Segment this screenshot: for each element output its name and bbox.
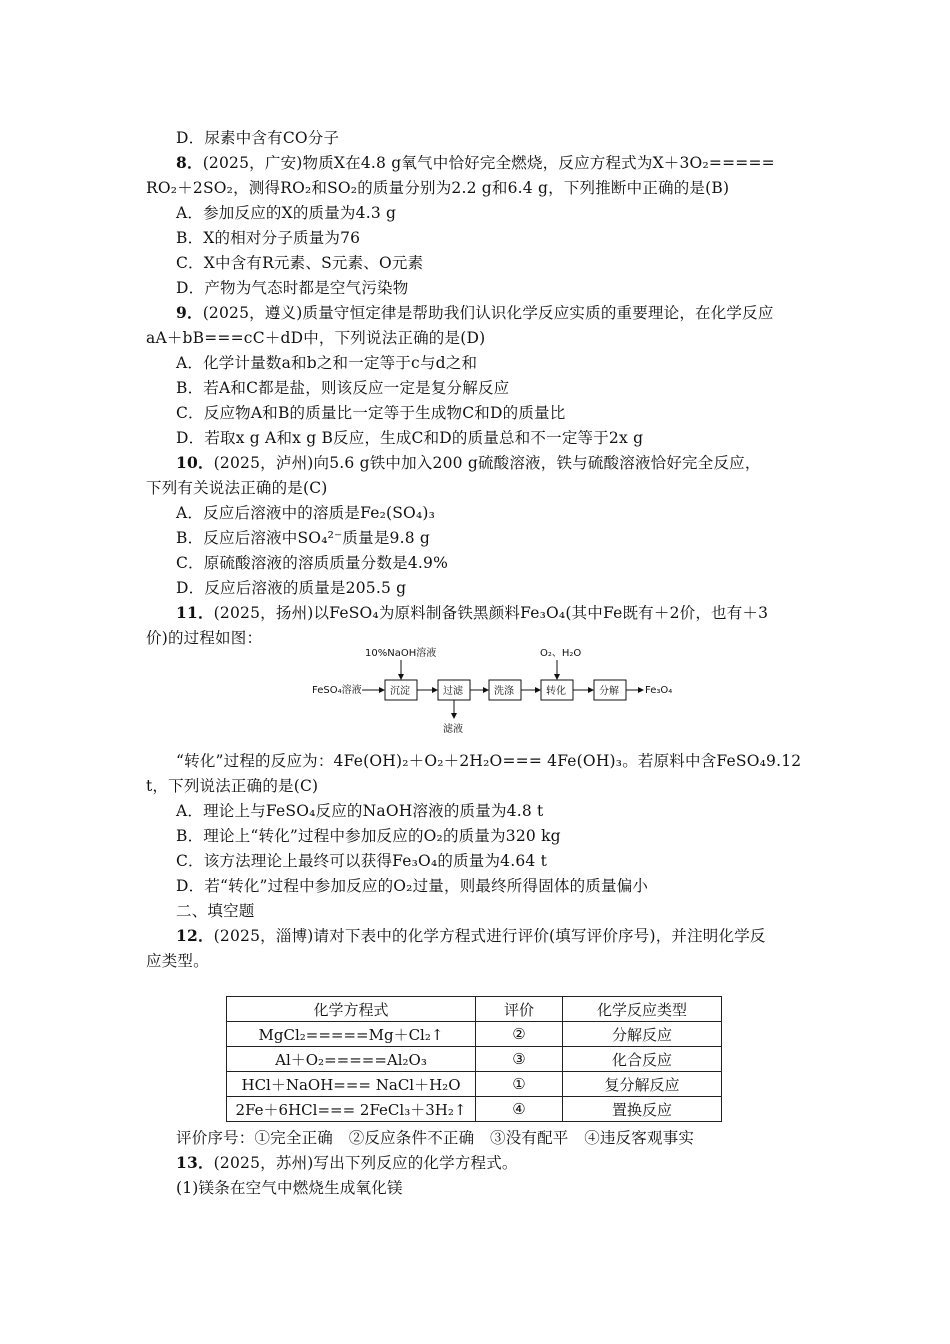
- table-row: [227, 1072, 722, 1097]
- q10-line2: 下列有关说法正确的是(C): [146, 479, 328, 497]
- q12-evaluation-legend: 评价序号：①完全正确 ②反应条件不正确 ③没有配平 ④违反客观事实: [176, 1129, 695, 1147]
- q10-number: 10．: [176, 453, 214, 472]
- flow-reagent-1: 10%NaOH溶液: [365, 648, 437, 659]
- table-cell-evaluation: ②: [476, 1022, 563, 1047]
- q8-option-d: D．产物为气态时都是空气污染物: [176, 279, 409, 297]
- table-cell-equation: 2Fe＋6HCl=== 2FeCl₃＋3H₂↑: [227, 1097, 476, 1122]
- flow-output-label: Fe₃O₄: [645, 685, 673, 696]
- table-header-evaluation: 评价: [476, 997, 563, 1022]
- flow-step-5: 分解: [599, 686, 619, 697]
- table-row: [227, 1022, 722, 1047]
- q9-option-d: D．若取x g A和x g B反应，生成C和D的质量总和不一定等于2x g: [176, 429, 644, 447]
- q7-option-d: D．尿素中含有CO分子: [176, 129, 340, 147]
- q8-number: 8．: [176, 153, 203, 172]
- flow-step-1: 沉淀: [390, 686, 410, 697]
- table-cell-equation: Al＋O₂=====Al₂O₃: [227, 1047, 476, 1072]
- table-cell-equation: MgCl₂=====Mg＋Cl₂↑: [227, 1022, 476, 1047]
- section-heading-fill-in: 二、填空题: [176, 902, 255, 920]
- q10-option-c: C．原硫酸溶液的溶质质量分数是4.9%: [176, 554, 449, 572]
- q8-line2: RO₂＋2SO₂，测得RO₂和SO₂的质量分别为2.2 g和6.4 g，下列推断中正确的是(B): [146, 179, 730, 197]
- q13-number: 13．: [176, 1153, 214, 1172]
- q10-option-d: D．反应后溶液的质量是205.5 g: [176, 579, 407, 597]
- q10-option-b: B．反应后溶液中SO₄²⁻质量是9.8 g: [176, 529, 431, 547]
- q9-option-c: C．反应物A和B的质量比一定等于生成物C和D的质量比: [176, 404, 566, 422]
- flow-step-2: 过滤: [443, 686, 463, 697]
- q11-line1: 11．(2025，扬州)以FeSO₄为原料制备铁黑颜料Fe₃O₄(其中Fe既有＋2价，也有＋3: [176, 603, 769, 622]
- q8-option-c: C．X中含有R元素、S元素、O元素: [176, 254, 424, 272]
- evaluation-table: [226, 996, 722, 1122]
- q13-line1: 13．(2025，苏州)写出下列反应的化学方程式。: [176, 1153, 518, 1172]
- q8-line1: 8．(2025，广安)物质X在4.8 g氧气中恰好完全燃烧，反应方程式为X＋3O₂=====: [176, 153, 775, 172]
- flow-reagent-2: O₂、H₂O: [540, 648, 582, 659]
- q11-option-a: A．理论上与FeSO₄反应的NaOH溶液的质量为4.8 t: [176, 802, 544, 820]
- q12-line1: 12．(2025，淄博)请对下表中的化学方程式进行评价(填写评价序号)，并注明化学反: [176, 926, 766, 945]
- q11-option-c: C．该方法理论上最终可以获得Fe₃O₄的质量为4.64 t: [176, 852, 548, 870]
- q11-option-b: B．理论上“转化”过程中参加反应的O₂的质量为320 kg: [176, 827, 561, 845]
- flow-step-4: 转化: [546, 686, 566, 697]
- q10-line1: 10．(2025，泸州)向5.6 g铁中加入200 g硫酸溶液，铁与硫酸溶液恰好完全反应，: [176, 453, 761, 472]
- flow-step-3: 洗涤: [494, 686, 514, 697]
- q8-option-b: B．X的相对分子质量为76: [176, 229, 361, 247]
- q13-sub1: (1)镁条在空气中燃烧生成氧化镁: [176, 1179, 403, 1197]
- q12-line2: 应类型。: [146, 952, 209, 970]
- q11-line3: “转化”过程的反应为：4Fe(OH)₂＋O₂＋2H₂O=== 4Fe(OH)₃。若原料中含FeSO₄9.12: [176, 752, 802, 770]
- table-cell-reaction-type: 化合反应: [563, 1047, 722, 1072]
- table-header-reaction-type: 化学反应类型: [563, 997, 722, 1022]
- q11-option-d: D．若“转化”过程中参加反应的O₂过量，则最终所得固体的质量偏小: [176, 877, 649, 895]
- q11-number: 11．: [176, 603, 214, 622]
- flow-input-label: FeSO₄溶液: [312, 685, 362, 696]
- table-cell-reaction-type: 分解反应: [563, 1022, 722, 1047]
- table-cell-evaluation: ①: [476, 1072, 563, 1097]
- table-header-equation: 化学方程式: [227, 997, 476, 1022]
- table-cell-reaction-type: 置换反应: [563, 1097, 722, 1122]
- table-cell-evaluation: ④: [476, 1097, 563, 1122]
- q12-number: 12．: [176, 926, 214, 945]
- q9-line2: aA＋bB===cC＋dD中，下列说法正确的是(D): [146, 329, 486, 347]
- q8-option-a: A．参加反应的X的质量为4.3 g: [176, 204, 397, 222]
- q11-line2: 价)的过程如图：: [146, 629, 263, 647]
- q9-line1: 9．(2025，遵义)质量守恒定律是帮助我们认识化学反应实质的重要理论，在化学反应: [176, 303, 774, 322]
- table-cell-evaluation: ③: [476, 1047, 563, 1072]
- table-cell-reaction-type: 复分解反应: [563, 1072, 722, 1097]
- q9-option-a: A．化学计量数a和b之和一定等于c与d之和: [176, 354, 478, 372]
- process-flow-diagram: [310, 640, 680, 740]
- q9-number: 9．: [176, 303, 203, 322]
- table-row: [227, 1097, 722, 1122]
- q9-option-b: B．若A和C都是盐，则该反应一定是复分解反应: [176, 379, 510, 397]
- table-cell-equation: HCl＋NaOH=== NaCl＋H₂O: [227, 1072, 476, 1097]
- table-row: [227, 1047, 722, 1072]
- table-header-row: [227, 997, 722, 1022]
- q10-option-a: A．反应后溶液中的溶质是Fe₂(SO₄)₃: [176, 504, 436, 522]
- flow-byproduct: 滤液: [443, 724, 463, 735]
- q11-line4: t，下列说法正确的是(C): [146, 777, 319, 795]
